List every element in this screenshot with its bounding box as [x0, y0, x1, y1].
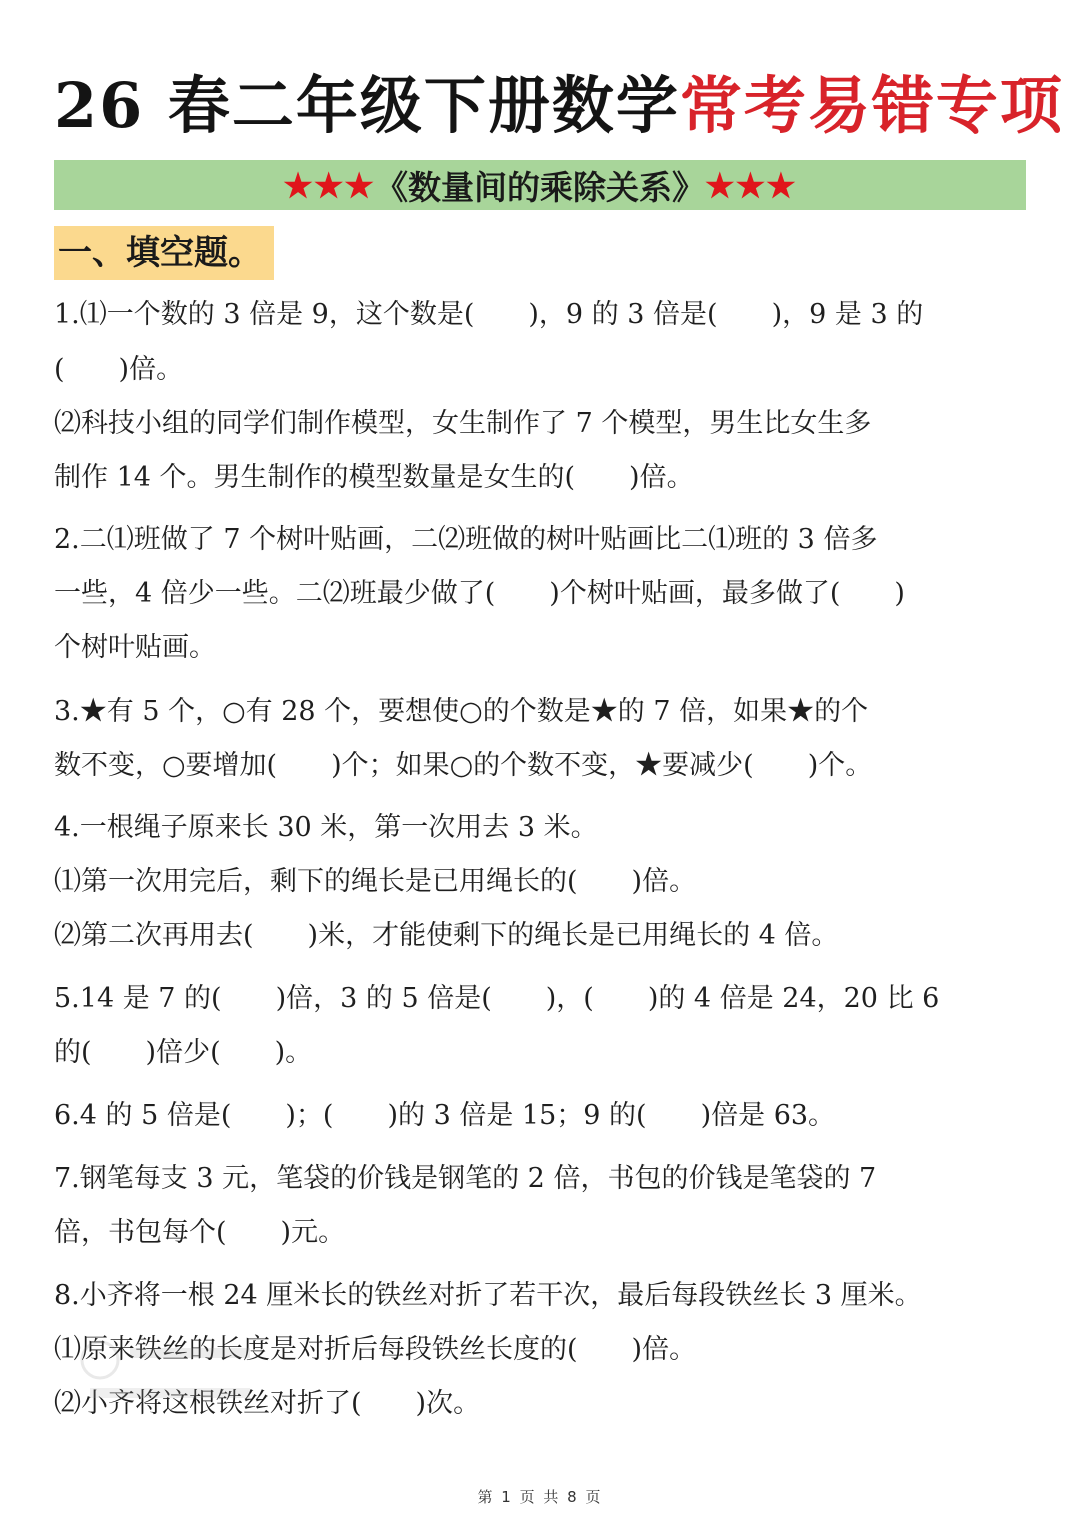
topic-banner — [54, 160, 1026, 210]
question-line: ( )倍。 — [54, 354, 184, 385]
stars-right: ★★★ — [705, 165, 797, 205]
question-line: 3.★有 5 个，○有 28 个，要想使○的个数是★的 7 倍，如果★的个 — [54, 696, 869, 727]
question-line: 制作 14 个。男生制作的模型数量是女生的( )倍。 — [54, 462, 694, 493]
page-title — [54, 64, 1064, 148]
page-footer: 第 1 页 共 8 页 — [477, 1488, 603, 1506]
question-line: ⑴第一次用完后，剩下的绳长是已用绳长的( )倍。 — [54, 866, 697, 897]
question-line: 的( )倍少( )。 — [54, 1037, 313, 1068]
stars-left: ★★★ — [283, 165, 375, 205]
question-line: ⑵第二次再用去( )米，才能使剩下的绳长是已用绳长的 4 倍。 — [54, 920, 839, 951]
question-line: ⑵小齐将这根铁丝对折了( )次。 — [54, 1388, 481, 1419]
question-line: 1.⑴一个数的 3 倍是 9，这个数是( )，9 的 3 倍是( )，9 是 3 的 — [54, 299, 924, 330]
watermark-logo — [70, 1330, 270, 1420]
question-line: 数不变，○要增加( )个；如果○的个数不变，★要减少( )个。 — [54, 750, 873, 781]
title-main: 26 春二年级下册数学 — [54, 69, 680, 142]
question-line: 倍，书包每个( )元。 — [54, 1217, 346, 1248]
question-line: 2.二⑴班做了 7 个树叶贴画，二⑵班做的树叶贴画比二⑴班的 3 倍多 — [54, 524, 878, 555]
title-highlight: 常考易错专项 — [679, 69, 1064, 142]
question-line: 一些，4 倍少一些。二⑵班最少做了( )个树叶贴画，最多做了( ) — [54, 578, 905, 609]
topic-text: 《数量间的乘除关系》 — [375, 167, 705, 207]
question-line: 4.一根绳子原来长 30 米，第一次用去 3 米。 — [54, 812, 598, 843]
question-line: ⑵科技小组的同学们制作模型，女生制作了 7 个模型，男生比女生多 — [54, 408, 872, 439]
question-line: 8.小齐将一根 24 厘米长的铁丝对折了若干次，最后每段铁丝长 3 厘米。 — [54, 1280, 922, 1311]
question-line: ⑴原来铁丝的长度是对折后每段铁丝长度的( )倍。 — [54, 1334, 697, 1365]
question-line: 个树叶贴画。 — [54, 632, 216, 663]
question-line: 6.4 的 5 倍是( )；( )的 3 倍是 15；9 的( )倍是 63。 — [54, 1100, 836, 1131]
section-heading: 一、填空题。 — [54, 226, 274, 280]
question-line: 7.钢笔每支 3 元，笔袋的价钱是钢笔的 2 倍，书包的价钱是笔袋的 7 — [54, 1163, 877, 1194]
question-line: 5.14 是 7 的( )倍，3 的 5 倍是( )，( )的 4 倍是 24，20 比 6 — [54, 983, 940, 1014]
